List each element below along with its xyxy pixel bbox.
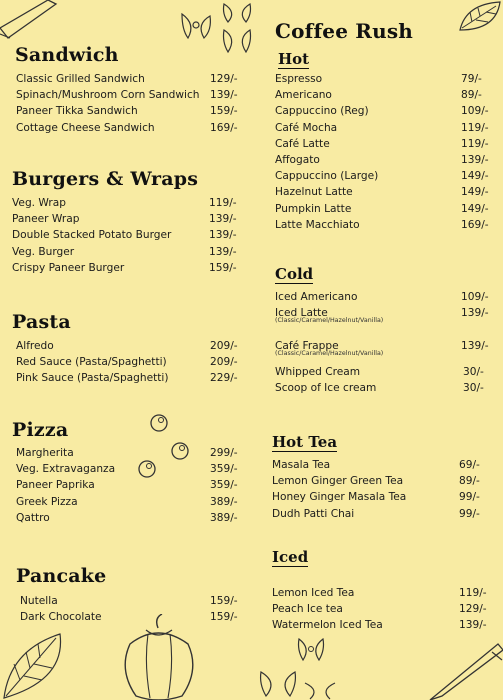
knife-corner-icon bbox=[428, 640, 503, 700]
item-name: Café Frappe bbox=[275, 340, 339, 353]
list-item bbox=[16, 370, 256, 386]
bowtie-pasta-icon bbox=[296, 636, 326, 676]
item-price: 159/- bbox=[209, 261, 237, 274]
item-name: Paneer Wrap bbox=[12, 213, 80, 226]
item-price: 139/- bbox=[461, 307, 489, 320]
item-price: 149/- bbox=[461, 202, 489, 215]
list-item bbox=[12, 195, 252, 211]
section-title-cold: Cold bbox=[275, 265, 314, 283]
item-price: 209/- bbox=[210, 340, 238, 352]
list-item bbox=[275, 338, 500, 362]
item-name: Café Latte bbox=[275, 137, 330, 150]
item-name: Cappuccino (Reg) bbox=[275, 105, 369, 118]
list-item bbox=[16, 71, 256, 87]
list-item bbox=[16, 120, 256, 136]
item-price: 159/- bbox=[210, 595, 238, 607]
item-name: Cottage Cheese Sandwich bbox=[16, 121, 155, 134]
item-price: 30/- bbox=[463, 366, 484, 379]
item-price: 359/- bbox=[210, 479, 238, 492]
item-name: Nutella bbox=[20, 595, 58, 607]
item-name: Greek Pizza bbox=[16, 495, 78, 508]
section-title-burgers-wraps: Burgers & Wraps bbox=[12, 168, 199, 190]
pasta-list bbox=[16, 338, 256, 387]
item-price: 89/- bbox=[461, 89, 482, 102]
bowtie-pasta-icon bbox=[302, 680, 338, 700]
item-price: 389/- bbox=[210, 495, 238, 508]
section-title-pancake: Pancake bbox=[16, 565, 107, 587]
item-price: 389/- bbox=[210, 511, 238, 524]
item-name: Café Mocha bbox=[275, 121, 338, 134]
item-price: 169/- bbox=[461, 218, 489, 231]
list-item bbox=[16, 494, 256, 510]
item-price: 149/- bbox=[461, 186, 489, 199]
item-name: Watermelon Iced Tea bbox=[272, 619, 383, 632]
item-name: Hazelnut Latte bbox=[275, 186, 353, 199]
bowtie-pasta-icon bbox=[258, 668, 298, 700]
item-name: Affogato bbox=[275, 153, 320, 166]
item-price: 139/- bbox=[209, 229, 237, 242]
list-item bbox=[272, 617, 497, 633]
item-name: Cappuccino (Large) bbox=[275, 170, 379, 183]
list-item bbox=[16, 445, 256, 461]
item-note: (Classic/Caramel/Hazelnut/Vanilla) bbox=[275, 350, 384, 358]
leaf-icon bbox=[0, 630, 80, 700]
item-price: 129/- bbox=[210, 73, 238, 85]
item-name: Paneer Tikka Sandwich bbox=[16, 105, 138, 118]
item-name: Iced Americano bbox=[275, 291, 358, 303]
section-title-pasta: Pasta bbox=[12, 311, 71, 333]
item-price: 159/- bbox=[210, 105, 238, 118]
item-name: Crispy Paneer Burger bbox=[12, 261, 125, 274]
item-price: 79/- bbox=[461, 73, 482, 85]
item-name: Americano bbox=[275, 89, 332, 102]
list-item bbox=[275, 289, 500, 305]
item-name: Veg. Burger bbox=[12, 245, 75, 258]
item-name: Margherita bbox=[16, 447, 74, 459]
item-name: Lemon Iced Tea bbox=[272, 587, 355, 599]
olive-icon bbox=[149, 413, 169, 433]
item-price: 99/- bbox=[459, 507, 480, 520]
item-price: 149/- bbox=[461, 170, 489, 183]
item-name: Red Sauce (Pasta/Spaghetti) bbox=[16, 356, 167, 369]
item-price: 139/- bbox=[461, 153, 489, 166]
leaf-icon bbox=[456, 0, 503, 36]
list-item bbox=[275, 120, 500, 136]
list-item bbox=[16, 477, 256, 493]
item-name: Alfredo bbox=[16, 340, 54, 352]
pancake-list bbox=[20, 593, 260, 625]
list-item bbox=[272, 489, 497, 505]
item-name: Scoop of Ice cream bbox=[275, 382, 377, 395]
item-name: Classic Grilled Sandwich bbox=[16, 73, 145, 85]
section-title-iced: Iced bbox=[272, 548, 309, 566]
list-item bbox=[275, 364, 500, 380]
item-name: Peach Ice tea bbox=[272, 603, 343, 616]
list-item bbox=[275, 168, 500, 184]
item-price: 359/- bbox=[210, 463, 238, 476]
pizza-list bbox=[16, 445, 256, 526]
list-item bbox=[20, 593, 260, 609]
hot-tea-list bbox=[272, 457, 497, 522]
knife-corner-icon bbox=[0, 0, 60, 50]
item-name: Veg. Wrap bbox=[12, 197, 66, 209]
section-title-hot: Hot bbox=[278, 50, 310, 68]
item-name: Pumpkin Latte bbox=[275, 202, 352, 215]
list-item bbox=[12, 244, 252, 260]
list-item bbox=[275, 305, 500, 329]
list-item bbox=[272, 585, 497, 601]
list-item bbox=[272, 601, 497, 617]
item-price: 119/- bbox=[461, 137, 489, 150]
item-price: 109/- bbox=[461, 105, 489, 118]
item-name: Lemon Ginger Green Tea bbox=[272, 475, 404, 488]
list-item bbox=[12, 260, 252, 276]
bowtie-pasta-icon bbox=[220, 0, 254, 60]
item-price: 139/- bbox=[461, 340, 489, 353]
item-name: Double Stacked Potato Burger bbox=[12, 229, 172, 242]
item-price: 299/- bbox=[210, 447, 238, 459]
list-item bbox=[12, 227, 252, 243]
bowtie-pasta-icon bbox=[178, 8, 214, 44]
item-price: 139/- bbox=[210, 89, 238, 102]
item-price: 119/- bbox=[459, 587, 487, 599]
item-name: Dark Chocolate bbox=[20, 611, 102, 624]
item-name: Dudh Patti Chai bbox=[272, 507, 355, 520]
list-item bbox=[16, 103, 256, 119]
item-price: 109/- bbox=[461, 291, 489, 303]
item-price: 229/- bbox=[210, 372, 238, 385]
item-price: 159/- bbox=[210, 611, 238, 624]
list-item bbox=[16, 354, 256, 370]
list-item bbox=[275, 184, 500, 200]
list-item bbox=[272, 457, 497, 473]
item-name: Pink Sauce (Pasta/Spaghetti) bbox=[16, 372, 169, 385]
list-item bbox=[275, 87, 500, 103]
item-name: Honey Ginger Masala Tea bbox=[272, 491, 407, 504]
item-name: Espresso bbox=[275, 73, 323, 85]
iced-tea-list bbox=[272, 585, 497, 634]
list-item bbox=[275, 217, 500, 233]
item-name: Veg. Extravaganza bbox=[16, 463, 116, 476]
item-note: (Classic/Caramel/Hazelnut/Vanilla) bbox=[275, 317, 384, 325]
list-item bbox=[275, 152, 500, 168]
list-item bbox=[16, 87, 256, 103]
item-name: Iced Latte bbox=[275, 307, 328, 320]
item-name: Paneer Paprika bbox=[16, 479, 95, 492]
list-item bbox=[275, 136, 500, 152]
item-name: Whipped Cream bbox=[275, 366, 361, 379]
list-item bbox=[275, 380, 500, 396]
item-price: 89/- bbox=[459, 475, 480, 488]
item-price: 99/- bbox=[459, 491, 480, 504]
item-name: Spinach/Mushroom Corn Sandwich bbox=[16, 89, 200, 102]
list-item bbox=[20, 609, 260, 625]
item-price: 69/- bbox=[459, 459, 480, 471]
list-item bbox=[275, 103, 500, 119]
cold-coffee-list bbox=[275, 289, 500, 397]
list-item bbox=[275, 201, 500, 217]
item-price: 129/- bbox=[459, 603, 487, 616]
item-price: 30/- bbox=[463, 382, 484, 395]
section-title-hot-tea: Hot Tea bbox=[272, 433, 338, 451]
sandwich-list bbox=[16, 71, 256, 136]
list-item bbox=[16, 338, 256, 354]
item-price: 139/- bbox=[459, 619, 487, 632]
item-name: Masala Tea bbox=[272, 459, 331, 471]
item-price: 139/- bbox=[209, 245, 237, 258]
hot-coffee-list bbox=[275, 71, 500, 233]
page-title-coffee-rush: Coffee Rush bbox=[275, 19, 414, 43]
item-price: 139/- bbox=[209, 213, 237, 226]
item-price: 119/- bbox=[209, 197, 237, 209]
list-item bbox=[272, 506, 497, 522]
list-item bbox=[272, 473, 497, 489]
item-name: Qattro bbox=[16, 511, 50, 524]
section-title-pizza: Pizza bbox=[12, 419, 69, 441]
item-price: 119/- bbox=[461, 121, 489, 134]
list-item bbox=[12, 211, 252, 227]
bell-pepper-icon bbox=[118, 614, 200, 700]
burgers-list bbox=[12, 195, 252, 276]
item-name: Latte Macchiato bbox=[275, 218, 360, 231]
list-item bbox=[16, 510, 256, 526]
item-price: 169/- bbox=[210, 121, 238, 134]
section-title-sandwich: Sandwich bbox=[15, 44, 119, 66]
list-item bbox=[16, 461, 256, 477]
item-price: 209/- bbox=[210, 356, 238, 369]
list-item bbox=[275, 71, 500, 87]
